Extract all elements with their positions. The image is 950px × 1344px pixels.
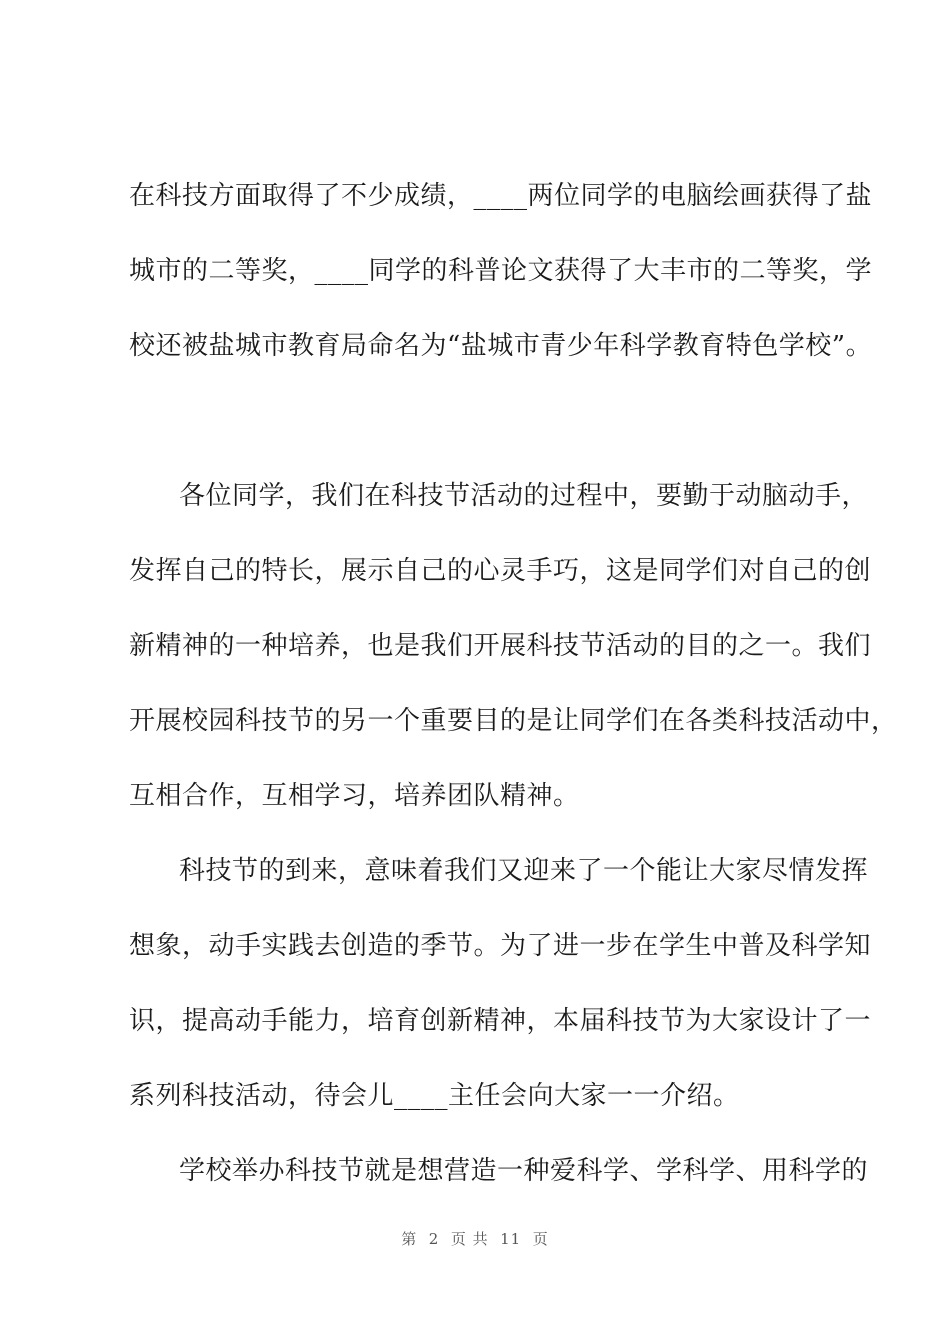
- text-line: 城市的二等奖，____同学的科普论文获得了大丰市的二等奖，学: [129, 256, 873, 286]
- text-line: 想象，动手实践去创造的季节。为了进一步在学生中普及科学知: [129, 931, 872, 961]
- text-line: 各位同学，我们在科技节活动的过程中，要勤于动脑动手，: [179, 481, 869, 511]
- text-line: 识，提高动手能力，培育创新精神，本届科技节为大家设计了一: [129, 1006, 872, 1036]
- text-line: 校还被盐城市教育局命名为“盐城市青少年科学教育特色学校”。: [129, 331, 873, 361]
- text-line: 发挥自己的特长，展示自己的心灵手巧，这是同学们对自己的创: [129, 556, 872, 586]
- text-line: 科技节的到来，意味着我们又迎来了一个能让大家尽情发挥: [179, 856, 869, 886]
- text-line: 在科技方面取得了不少成绩，____两位同学的电脑绘画获得了盐: [129, 181, 873, 211]
- text-line: 学校举办科技节就是想营造一种爱科学、学科学、用科学的: [179, 1156, 869, 1186]
- page-number-footer: 第 2 页 共 11 页: [401, 1230, 549, 1248]
- text-line: 互相合作，互相学习，培养团队精神。: [129, 781, 580, 811]
- text-line: 新精神的一种培养，也是我们开展科技节活动的目的之一。我们: [129, 631, 872, 661]
- text-line: 系列科技活动，待会儿____主任会向大家一一介绍。: [129, 1081, 740, 1111]
- text-line: 开展校园科技节的另一个重要目的是让同学们在各类科技活动中，: [129, 706, 898, 736]
